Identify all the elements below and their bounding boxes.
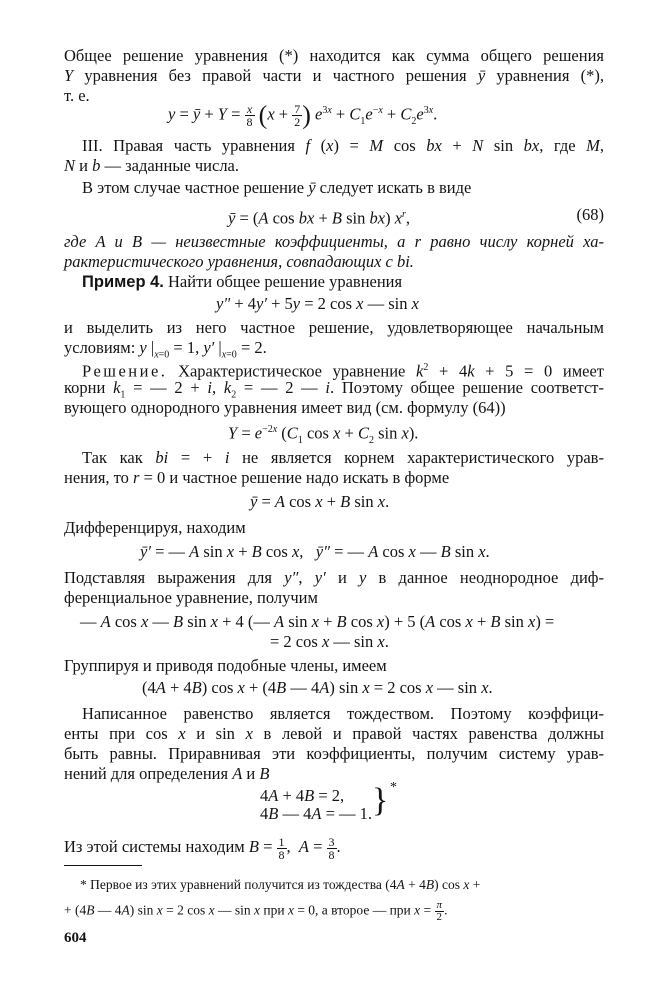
system-brace: } xyxy=(372,782,389,819)
example-text: Найти общее решение уравнения xyxy=(168,272,403,291)
text-line-18: Подставляя выражения для y″, y′ и y в данное неоднородное диф- xyxy=(64,568,604,587)
text-line-24: нений для определения A и B xyxy=(64,764,270,783)
example-label: Пример 4. xyxy=(82,273,164,291)
text-line-6: В этом случае частное решение ȳ следует искать в виде xyxy=(82,178,472,197)
text-line-14: вующего однородного уравнения имеет вид (см. формулу (64)) xyxy=(64,398,506,417)
text-line-11: условиям: y $|_{x=0} = 1$, y′ $|_{x=0} = 2$. xyxy=(64,338,267,361)
equation-example: y″ + 4y′ + 5y = 2 cos x — sin x xyxy=(216,294,419,313)
text-line-15: Так как bi = + i не является корнем характеристического урав- xyxy=(82,448,604,467)
equation-68: ȳ = (A cos bx + B sin bx) $x^r$, xyxy=(228,208,411,228)
text-line-12: Решение. Характеристическое уравнение $k^2 + 4k + 5 = 0$ имеет xyxy=(82,361,604,381)
text-line-23: быть равны. Приравнивая эти коэффициенты, получим систему урав- xyxy=(64,744,604,763)
equation-substitution-2: = 2 cos x — sin x. xyxy=(270,632,389,651)
equation-number-68: (68) xyxy=(576,205,604,224)
system-footnote-mark: * xyxy=(390,780,397,795)
footnote-line-2: + (4B — 4A) sin x = 2 cos x — sin x при x = 0, а второе — при x = $\frac{\pi}{2}$ . xyxy=(64,899,448,923)
equation-general-solution: y = ȳ + Y = $\frac{x}{8}$ (x + $\frac{7}{2}$ ) $e^{3x} + C_1e^{-x} + C_2e^{3x}$. xyxy=(168,100,438,130)
text-line-10: и выделить из него частное решение, удовлетворяющее начальным xyxy=(64,318,604,337)
equation-homogeneous: $Y = e^{-2x}$ ($C_1$ $\cos x + C_2$ sin x). xyxy=(228,423,419,446)
footnote-line-1: * Первое из этих уравнений получится из тождества (4A + 4B) cos x + xyxy=(80,877,481,892)
footnote-rule xyxy=(64,865,142,866)
text-line-17: Дифференцируя, находим xyxy=(64,518,246,537)
text-line-16: нения, то r = 0 и частное решение надо искать в форме xyxy=(64,468,450,487)
example-heading xyxy=(82,272,604,292)
text-line-19: ференциальное уравнение, получим xyxy=(64,588,318,607)
system-equation-2: 4B — 4A = — 1. xyxy=(260,804,372,823)
equation-particular-form: ȳ = A cos x + B sin x. xyxy=(250,492,390,511)
equation-derivatives: ȳ′ = — A sin x + B cos x, ȳ″ = — A cos x — B sin x. xyxy=(140,542,490,561)
text-line-2: Y уравнения без правой части и частного решения ȳ уравнения (*), xyxy=(64,66,604,85)
text-line-7: где A и B — неизвестные коэффициенты, а r равно числу корней ха- xyxy=(64,232,604,251)
text-line-5: N и b — заданные числа. xyxy=(64,156,239,175)
system-equation-1: 4A + 4B = 2, xyxy=(260,786,345,805)
text-line-1: Общее решение уравнения (*) находится как сумма общего решения xyxy=(64,46,604,65)
text-line-4: III. Правая часть уравнения f (x) = M cos bx + N sin bx, где M, xyxy=(82,136,605,155)
text-line-25: Из этой системы находим B = $\frac{1}{8}$ , A = $\frac{3}{8}$ . xyxy=(64,834,341,862)
page-number: 604 xyxy=(64,930,87,946)
text-line-13: корни $k_1$ = — 2 + i, $k_2$ = — 2 — i. Поэтому общее решение соответст- xyxy=(64,378,604,401)
equation-grouped: (4A + 4B) cos x + (4B — 4A) sin x = 2 cos x — sin x. xyxy=(142,678,493,697)
solution-label: Решение. xyxy=(82,361,168,381)
text-line-3: т. е. xyxy=(64,86,90,105)
equation-substitution-1: — A cos x — B sin x + 4 (— A sin x + B cos x) + 5 (A cos x + B sin x) = xyxy=(80,612,555,631)
text-line-8: рактеристического уравнения, совпадающих с bi. xyxy=(64,252,414,271)
text-line-20: Группируя и приводя подобные члены, имеем xyxy=(64,656,387,675)
text-line-22: енты при cos x и sin x в левой и правой частях равенства должны xyxy=(64,724,604,743)
text-line-21: Написанное равенство является тождеством. Поэтому коэффици- xyxy=(82,704,604,723)
